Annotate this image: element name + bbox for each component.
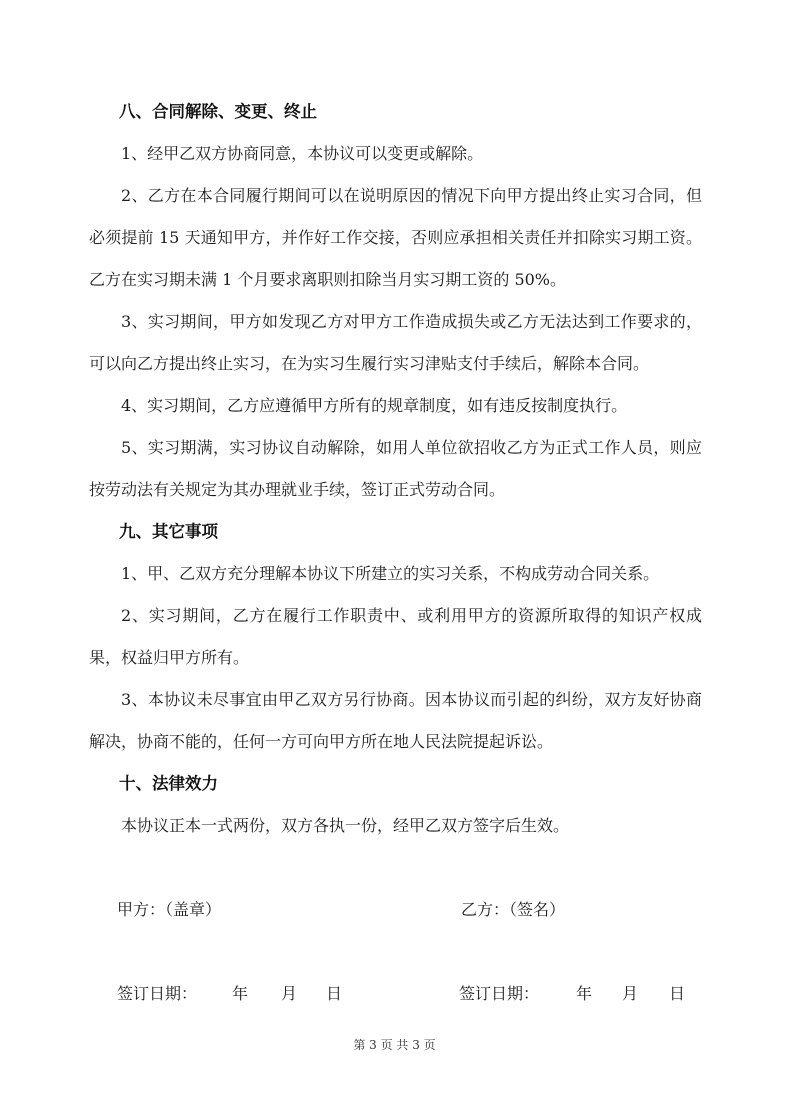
clause-termination-4: 4、实习期间，乙方应遵循甲方所有的规章制度，如有违反按制度执行。: [121, 396, 628, 415]
blank-line: [89, 931, 702, 973]
clause-termination-1: 1、经甲乙双方协商同意，本协议可以变更或解除。: [121, 144, 484, 163]
clause-termination-3: 3、实习期间，甲方如发现乙方对甲方工作造成损失或乙方无法达到工作要求的，可以向乙方提出终止实习，在为实习生履行实习津贴支付手续后，解除本合同。: [89, 312, 702, 373]
section-heading-termination: 八、合同解除、变更、终止: [119, 102, 317, 121]
clause-other-3: 3、本协议未尽事宜由甲乙双方另行协商。因本协议而引起的纠纷，双方友好协商解决，协商不能的，任何一方可向甲方所在地人民法院提起诉讼。: [89, 690, 702, 751]
party-b-day-label: 日: [669, 984, 686, 1003]
signature-dates-row: [89, 973, 702, 1015]
clause-other-2: 2、实习期间，乙方在履行工作职责中、或利用甲方的资源所取得的知识产权成果，权益归甲方所有。: [89, 606, 702, 667]
party-a-day-label: 日: [326, 984, 343, 1003]
section-heading-other-matters: 九、其它事项: [119, 522, 218, 541]
page-number-footer: 第 3 页 共 3 页: [353, 1038, 436, 1052]
party-a-seal-label: 甲方：（盖章）: [117, 900, 222, 919]
party-b-month-label: 月: [622, 984, 639, 1003]
blank-line: [89, 847, 702, 889]
party-a-year-label: 年: [232, 984, 249, 1003]
clause-termination-5: 5、实习期满，实习协议自动解除，如用人单位欲招收乙方为正式工作人员，则应按劳动法有关规定为其办理就业手续，签订正式劳动合同。: [89, 438, 702, 499]
document-body: [89, 91, 702, 1015]
clause-termination-2: 2、乙方在本合同履行期间可以在说明原因的情况下向甲方提出终止实习合同，但必须提前 15 天通知甲方，并作好工作交接，否则应承担相关责任并扣除实习期工资。乙方在实习期未满 1 个月要求离职则扣除当月实习期工资的 50%。: [89, 186, 702, 289]
party-b-sign-date-label: 签订日期：: [459, 984, 540, 1003]
clause-legal-effect: 本协议正本一式两份，双方各执一份，经甲乙双方签字后生效。: [121, 816, 570, 835]
section-heading-legal-effect: 十、法律效力: [119, 774, 218, 793]
signature-parties-row: [89, 889, 702, 931]
clause-other-1: 1、甲、乙双方充分理解本协议下所建立的实习关系，不构成劳动合同关系。: [121, 564, 660, 583]
party-a-sign-date-label: 签订日期：: [117, 984, 198, 1003]
party-b-year-label: 年: [576, 984, 593, 1003]
party-a-month-label: 月: [281, 984, 298, 1003]
party-b-sign-label: 乙方：（签名）: [461, 900, 566, 919]
